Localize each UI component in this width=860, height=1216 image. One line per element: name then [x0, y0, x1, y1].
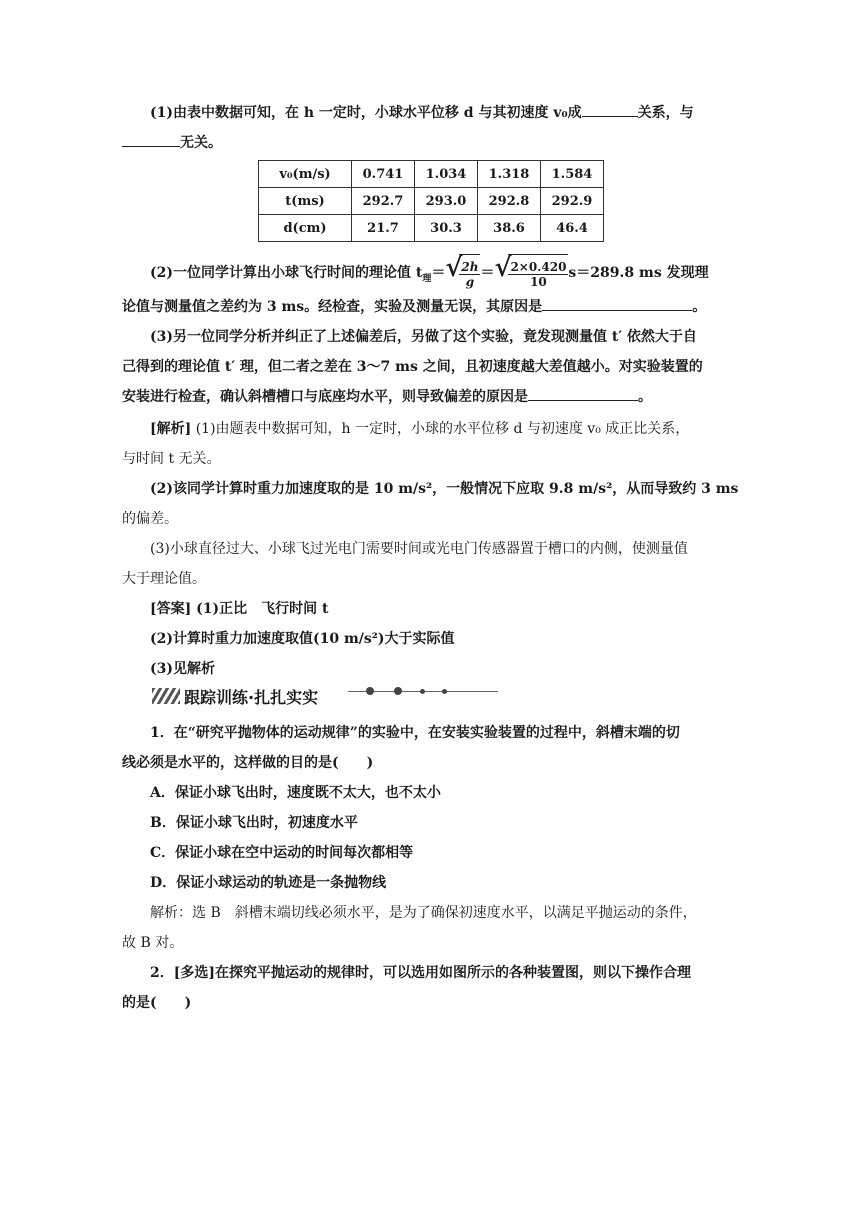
q3-line1: (3)另一位同学分析并纠正了上述偏差后，另做了这个实验，竟发现测量值 t′ 依然大于自 — [150, 329, 697, 345]
ex1-line1: 1．在“研究平抛物体的运动规律”的实验中，在安装实验装置的过程中，斜槽末端的切 — [150, 725, 680, 741]
ex1-option-a: A．保证小球飞出时，速度既不太大，也不太小 — [150, 785, 441, 801]
table-row: t(ms) 292.7 293.0 292.8 292.9 — [259, 188, 604, 215]
banner-dot-icon — [442, 689, 447, 694]
table-row: v₀(m/s) 0.741 1.034 1.318 1.584 — [259, 161, 604, 188]
banner-dot-icon — [366, 687, 374, 695]
q2-line2: 论值与测量值之差约为 3 ms。经检查，实验及测量无误，其原因是 。 — [122, 292, 742, 322]
stripe-decoration-icon — [152, 688, 180, 704]
answer-line3: (3)见解析 — [150, 661, 215, 677]
ex1-option-b: B．保证小球飞出时，初速度水平 — [150, 815, 358, 831]
ex1-line2: 线必须是水平的，这样做的目的是( ) — [122, 755, 374, 771]
q3-line2: 己得到的理论值 t′ 理，但二者之差在 3～7 ms 之间，且初速度越大差值越小。对实验装置的 — [122, 359, 703, 375]
analysis-line1: [解析] (1)由题表中数据可知，h 一定时，小球的水平位移 d 与初速度 v₀ 成正比关系， — [150, 421, 690, 437]
ex1-option-d: D．保证小球运动的轨迹是一条抛物线 — [150, 875, 387, 891]
ex1-solution-line1: 解析：选 B 斜槽末端切线必须水平，是为了确保初速度水平，以满足平抛运动的条件， — [150, 905, 697, 921]
data-table — [258, 160, 604, 242]
analysis-line3: (2)该同学计算时重力加速度取的是 10 m/s²，一般情况下应取 9.8 m/s²，从而导致约 3 ms — [150, 481, 739, 497]
banner-dot-icon — [420, 689, 425, 694]
q2-line1: (2)一位同学计算出小球飞行时间的理论值 $t_理=$ √ $\frac{2h}{g}$ ＝ √ $\frac{2\times 0.420}{10}$ s＝289.8 ms 发现理 — [150, 254, 770, 295]
table-row: d(cm) 21.7 30.3 38.6 46.4 — [259, 215, 604, 242]
section-title: 跟踪训练·扎扎实实 — [184, 687, 319, 707]
analysis-line6: 大于理论值。 — [122, 571, 206, 587]
analysis-line4: 的偏差。 — [122, 511, 178, 527]
ex1-option-c: C．保证小球在空中运动的时间每次都相等 — [150, 845, 414, 861]
q1-line2: 无关。 — [122, 128, 742, 158]
ex1-solution-line2: 故 B 对。 — [122, 935, 184, 951]
banner-dot-icon — [394, 687, 402, 695]
q3-line3: 安装进行检查，确认斜槽槽口与底座均水平，则导致偏差的原因是 。 — [122, 382, 742, 412]
answer-line2: (2)计算时重力加速度取值(10 m/s²)大于实际值 — [150, 631, 455, 647]
section-banner — [152, 686, 318, 706]
answer-line1: [答案] (1)正比 飞行时间 t — [150, 601, 329, 617]
ex2-line2: 的是( ) — [122, 995, 192, 1011]
q1-line1: (1)由表中数据可知，在 h 一定时，小球水平位移 d 与其初速度 v₀成 关系，与 — [150, 98, 770, 128]
analysis-line2: 与时间 t 无关。 — [122, 451, 221, 467]
ex2-line1: 2．[多选]在探究平抛运动的规律时，可以选用如图所示的各种装置图，则以下操作合理 — [150, 965, 691, 981]
analysis-line5: (3)小球直径过大、小球飞过光电门需要时间或光电门传感器置于槽口的内侧，使测量值 — [150, 541, 688, 557]
